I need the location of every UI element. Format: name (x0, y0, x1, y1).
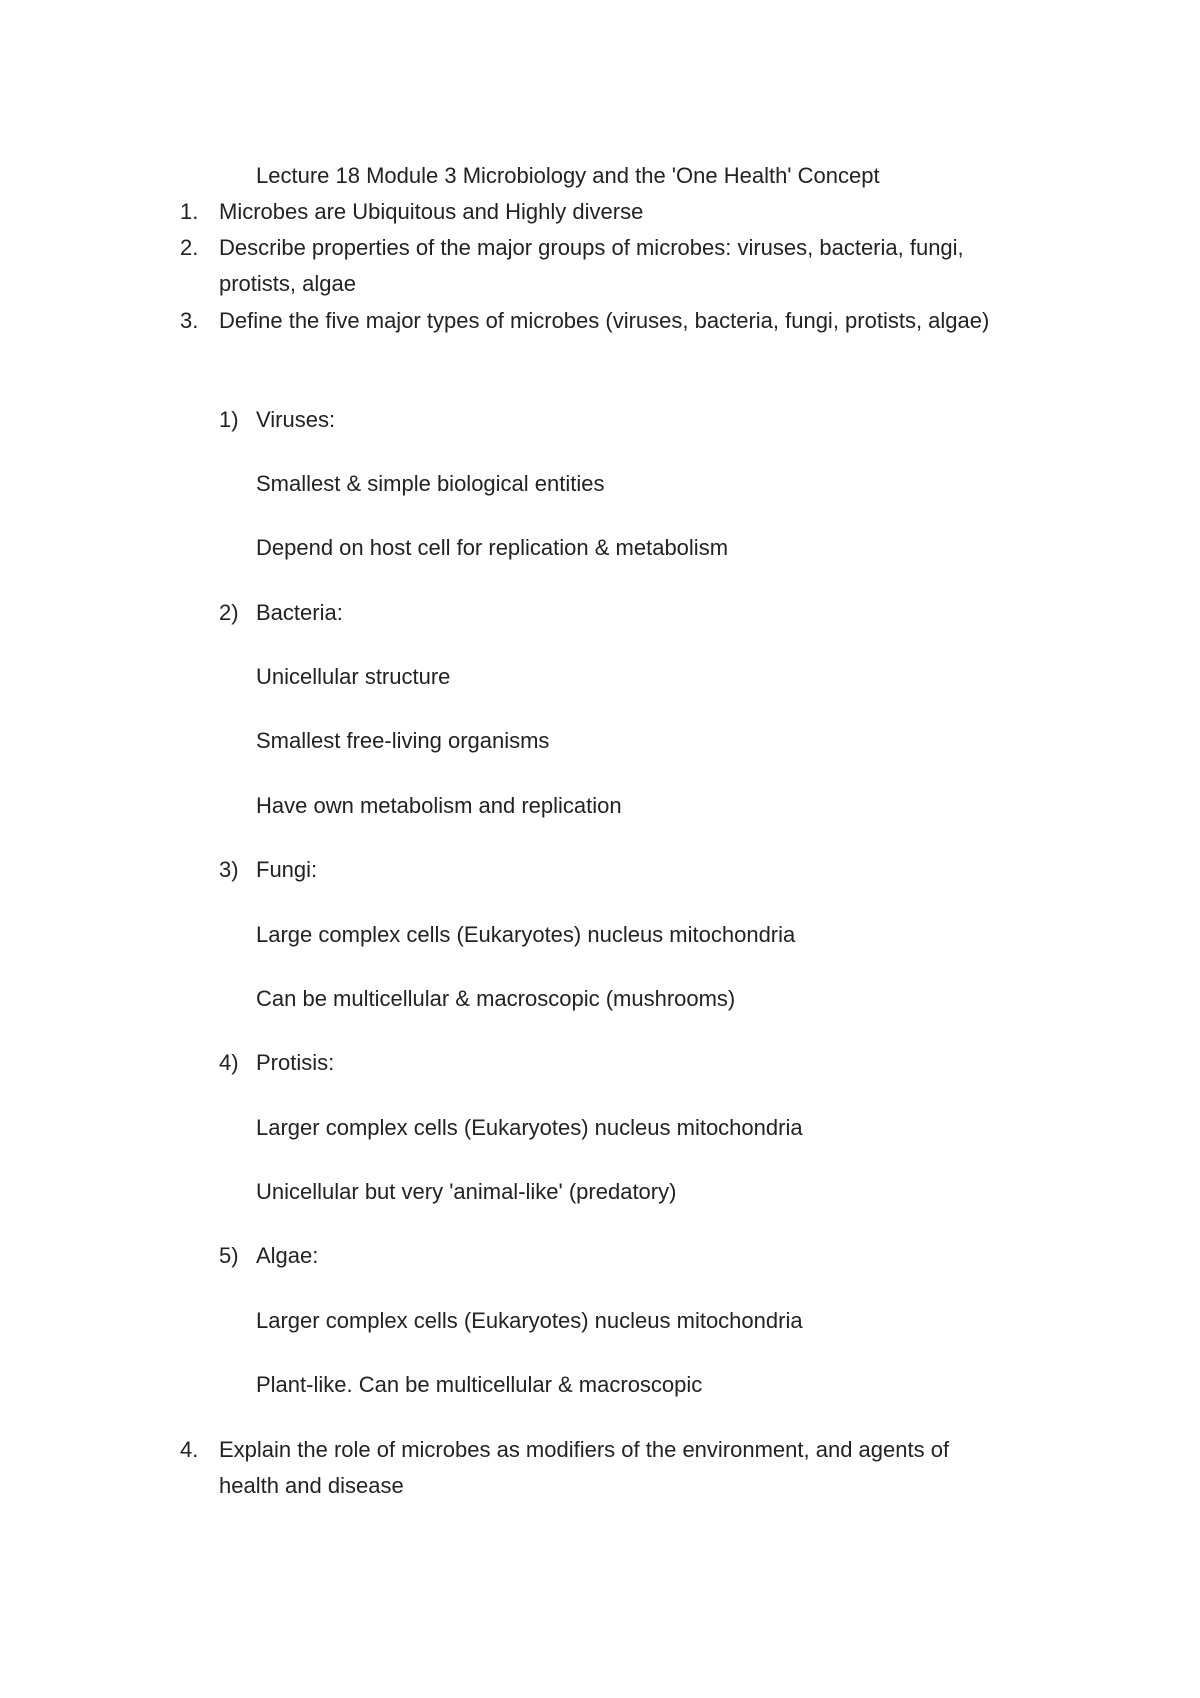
list-number: 3. (180, 308, 199, 333)
sub-number: 5) (219, 1243, 239, 1268)
sub-item-fungi (219, 852, 317, 888)
list-number: 2. (180, 235, 199, 260)
detail-line: Larger complex cells (Eukaryotes) nucleus mitochondria (256, 1115, 803, 1140)
sub-label: Viruses: (256, 407, 336, 432)
detail-line: Smallest & simple biological entities (256, 471, 605, 496)
sub-label: Protisis: (256, 1050, 335, 1075)
list-text: Microbes are Ubiquitous and Highly diverse (219, 199, 644, 224)
list-number: 4. (180, 1437, 199, 1462)
sub-number: 1) (219, 407, 239, 432)
detail-line: Large complex cells (Eukaryotes) nucleus mitochondria (256, 922, 796, 947)
sub-number: 4) (219, 1050, 239, 1075)
sub-number: 2) (219, 600, 239, 625)
detail-line: Can be multicellular & macroscopic (mushrooms) (256, 986, 736, 1011)
list-number: 1. (180, 199, 199, 224)
detail-line: Smallest free-living organisms (256, 728, 550, 753)
list-item-2 (180, 230, 1010, 302)
detail-line: Plant-like. Can be multicellular & macroscopic (256, 1372, 703, 1397)
sub-item-protisis (219, 1045, 334, 1081)
sub-label: Algae: (256, 1243, 319, 1268)
list-item-3 (180, 303, 1010, 339)
sub-label: Fungi: (256, 857, 318, 882)
document-title: Lecture 18 Module 3 Microbiology and the 'One Health' Concept (256, 163, 880, 188)
detail-line: Unicellular but very 'animal-like' (predatory) (256, 1179, 677, 1204)
list-text: Describe properties of the major groups of microbes: viruses, bacteria, fungi, protists, algae (219, 235, 964, 296)
list-item-4 (180, 1432, 1010, 1504)
sub-label: Bacteria: (256, 600, 343, 625)
sub-number: 3) (219, 857, 239, 882)
sub-item-algae (219, 1238, 318, 1274)
list-item-1 (180, 194, 1010, 230)
detail-line: Unicellular structure (256, 664, 451, 689)
detail-line: Larger complex cells (Eukaryotes) nucleus mitochondria (256, 1308, 803, 1333)
list-text: Explain the role of microbes as modifiers of the environment, and agents of health and disease (219, 1437, 950, 1498)
list-text: Define the five major types of microbes (viruses, bacteria, fungi, protists, algae) (219, 308, 990, 333)
detail-line: Have own metabolism and replication (256, 793, 622, 818)
detail-line: Depend on host cell for replication & metabolism (256, 535, 729, 560)
sub-item-bacteria (219, 595, 343, 631)
sub-item-viruses (219, 402, 335, 438)
